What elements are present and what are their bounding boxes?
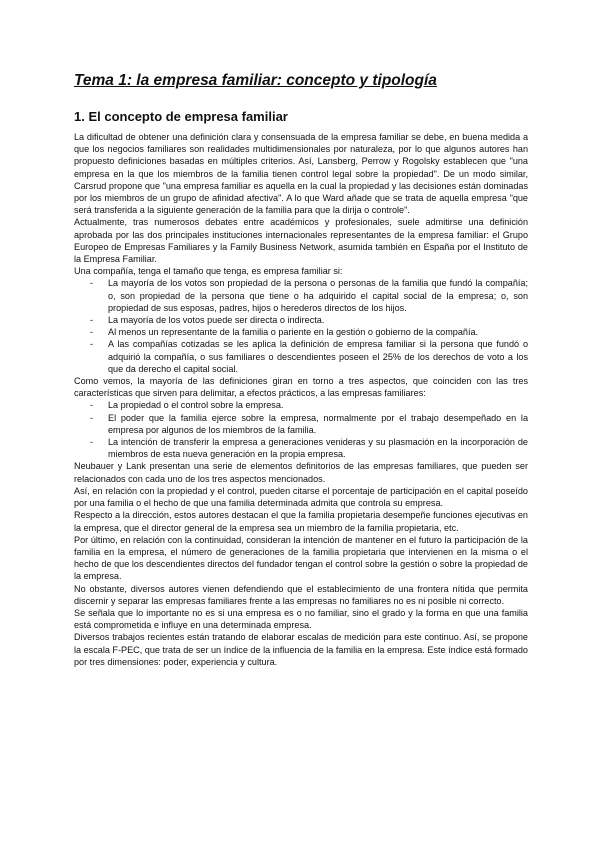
section-heading: 1. El concepto de empresa familiar <box>74 109 288 124</box>
paragraph: Se señala que lo importante no es si una empresa es o no familiar, sino el grado y la forma en que una familia está comprometida e influye en una determinada empresa. <box>74 607 528 631</box>
list-item <box>74 412 528 436</box>
list-item-text: La mayoría de los votos puede ser directa o indirecta. <box>108 315 325 326</box>
paragraph: No obstante, diversos autores vienen defendiendo que el establecimiento de una frontera nítida que permita discernir y separar las empresas familiares frente a las empresas no familiares no es ni posible ni correcto. <box>74 583 528 606</box>
bullet-marker: - <box>90 315 94 326</box>
list-item-text: La mayoría de los votos son propiedad de la persona o personas de la familia que fundó la compañía; o, son propiedad de la persona que tiene o ha adquirido el capital social de la empresa; o, son propiedad de sus esposas, padres, hijos o herederos directos de los hijos. <box>108 278 528 313</box>
document-title: Tema 1: la empresa familiar: concepto y tipología <box>74 72 437 89</box>
list-item <box>74 314 528 326</box>
list-item <box>74 399 528 411</box>
list-item-text: A las compañías cotizadas se les aplica la definición de empresa familiar si la persona que fundó o adquirió la compañía, o sus familiares o descendientes poseen el 25% de los derechos de voto a los que da derecho el capital social. <box>108 339 528 374</box>
paragraph: Una compañía, tenga el tamaño que tenga, es empresa familiar si: <box>74 266 343 277</box>
bullet-marker: - <box>90 278 94 289</box>
paragraph: Respecto a la dirección, estos autores destacan el que la familia propietaria desempeñe funciones ejecutivas en la empresa, que el director general de la empresa sea un miembro de la familia propietaria, etc. <box>74 510 528 533</box>
list-item-text: Al menos un representante de la familia o pariente en la gestión o gobierno de la compañía. <box>108 327 479 338</box>
paragraph: Así, en relación con la propiedad y el control, pueden citarse el porcentaje de participación en el capital poseído por una familia o el hecho de que una familia determinada admita que controla su empresa. <box>74 485 528 509</box>
definition-criteria-list <box>74 277 528 375</box>
document-body <box>74 131 528 668</box>
list-item-text: La propiedad o el control sobre la empresa. <box>108 400 284 411</box>
list-item <box>74 338 528 375</box>
paragraph: Neubauer y Lank presentan una serie de elementos definitorios de las empresas familiares, que pueden ser relacionados con cada uno de los tres aspectos mencionados. <box>74 461 528 484</box>
list-item-text: El poder que la familia ejerce sobre la empresa, normalmente por el trabajo desempeñado en la empresa por algunos de los miembros de la familia. <box>108 412 528 435</box>
list-item <box>74 436 528 460</box>
bullet-marker: - <box>90 412 94 423</box>
paragraph: Como vemos, la mayoría de las definiciones giran en torno a tres aspectos, que coinciden con las tres características que sirven para delimitar, a efectos prácticos, a las empresas familiares: <box>74 376 528 399</box>
paragraph: Por último, en relación con la continuidad, consideran la intención de mantener en el futuro la participación de la familia en la empresa, el número de generaciones de la familia propietaria que intervienen en la misma o el hecho de que los descendientes directos del fundador tengan el control sobre la gestión o sobre la propiedad de la empresa. <box>74 534 528 582</box>
paragraph: Actualmente, tras numerosos debates entre académicos y profesionales, suele admitirse una definición aprobada por las dos principales instituciones internacionales representantes de la empresa familiar: el Grupo Europeo de Empresas Familiares y la Family Business Network, asumida también en España por el Instituto de la Empresa Familiar. <box>74 217 528 265</box>
bullet-marker: - <box>90 327 94 338</box>
paragraph: La dificultad de obtener una definición clara y consensuada de la empresa familiar se debe, en buena medida a que los negocios familiares son realidades multidimensionales por naturaleza, por lo que algunos autores han propuesto definiciones basadas en múltiples criterios. Así, Lansberg, Perrow y Rogolsky establecen que "una empresa en la que los miembros de la familia tienen control legal sobre la propiedad". De un modo similar, Carsrud propone que "una empresa familiar es aquella en la cual la propiedad y las decisiones están dominadas por los miembros de un grupo de afinidad afectiva". A lo que Ward añade que se trata de aquella empresa "que será transferida a la siguiente generación de la familia para que la dirija o controle". <box>74 132 528 216</box>
bullet-marker: - <box>90 437 94 448</box>
paragraph: Diversos trabajos recientes están tratando de elaborar escalas de medición para este continuo. Así, se propone la escala F-PEC, que trata de ser un índice de la influencia de la familia en la empresa. Este índice está formado por tres dimensiones: poder, experiencia y cultura. <box>74 632 528 667</box>
characteristics-list <box>74 399 528 460</box>
list-item-text: La intención de transferir la empresa a generaciones venideras y su plasmación en la incorporación de miembros de esta nueva generación en la propia empresa. <box>108 437 528 460</box>
list-item <box>74 326 528 338</box>
bullet-marker: - <box>90 400 94 411</box>
bullet-marker: - <box>90 339 94 350</box>
list-item <box>74 277 528 314</box>
